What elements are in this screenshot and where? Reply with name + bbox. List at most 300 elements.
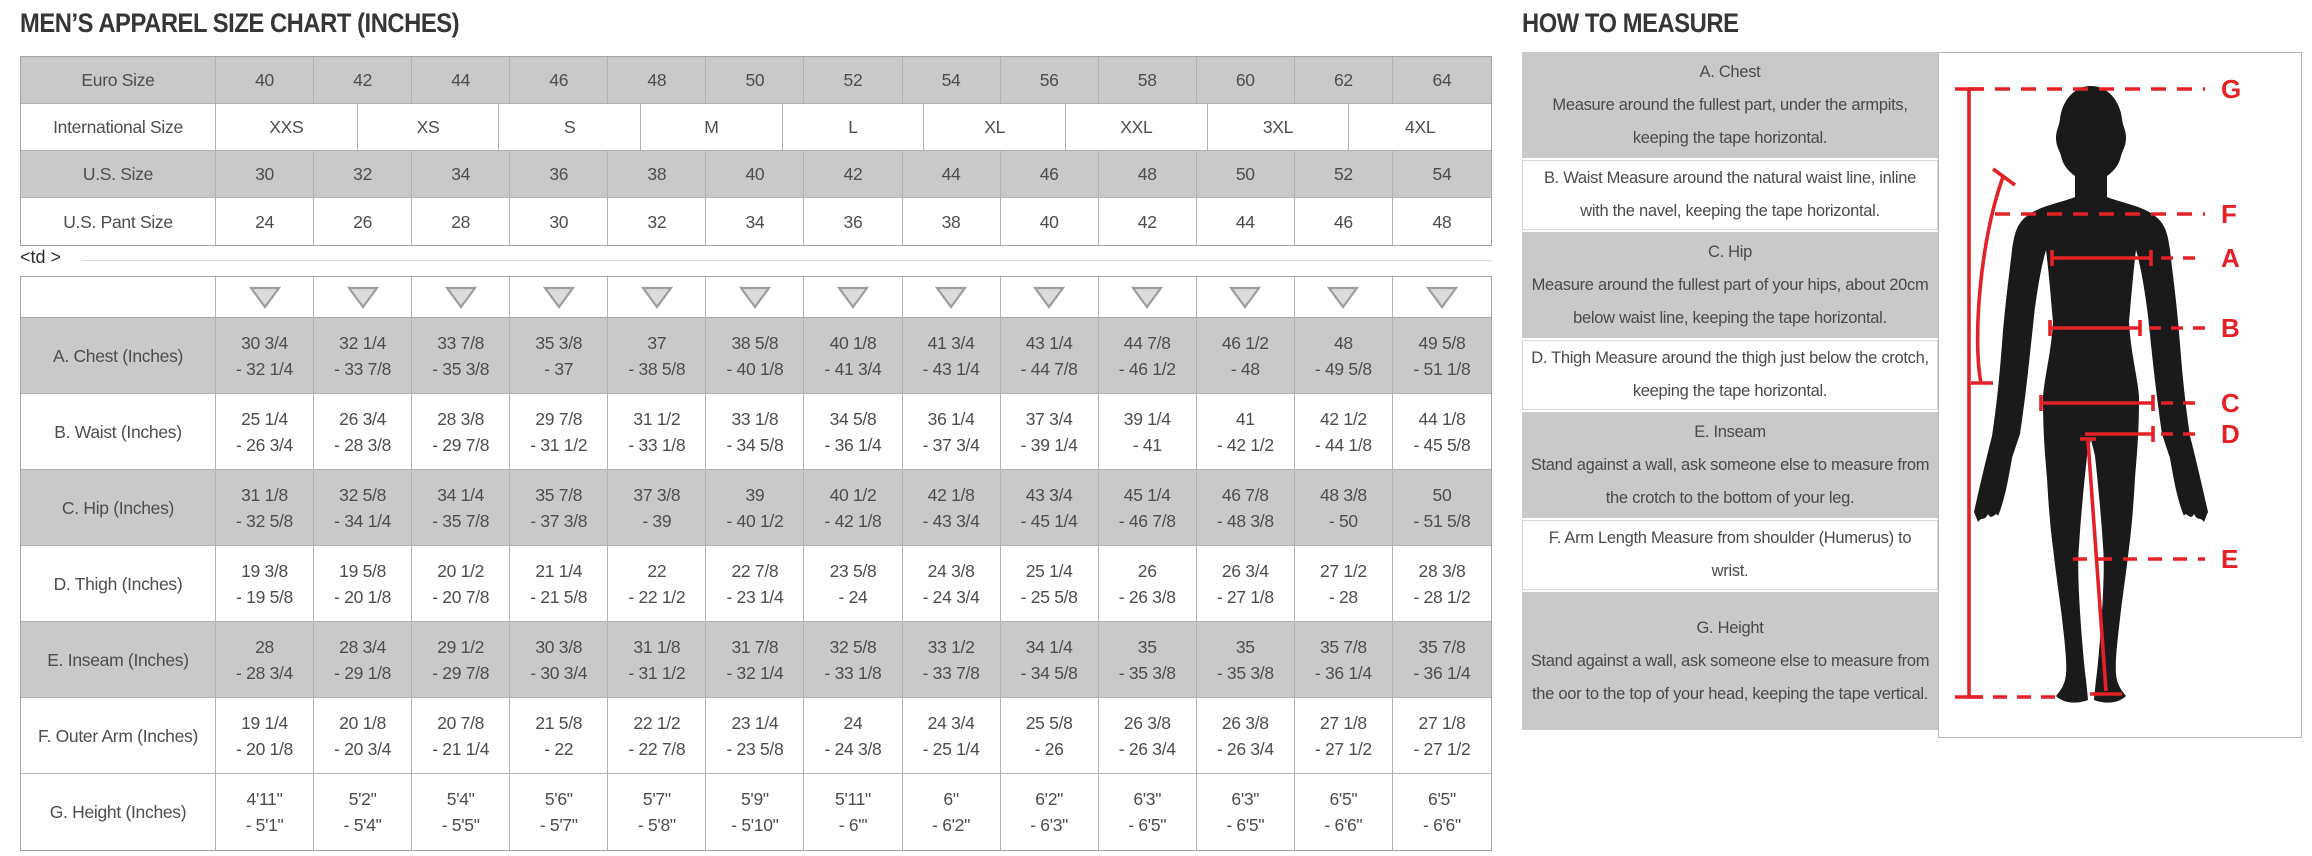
- arrow-cell: [706, 277, 804, 317]
- range-bottom: - 26: [1034, 738, 1064, 759]
- range-bottom: - 31 1/2: [628, 662, 686, 683]
- range-cell: [412, 470, 510, 545]
- height-line: [1955, 89, 1983, 697]
- range-bottom: - 29 7/8: [432, 662, 490, 683]
- range-top: 6'5": [1428, 789, 1456, 809]
- range-cell: [1001, 774, 1099, 850]
- range-bottom: - 6'6": [1324, 815, 1363, 835]
- range-bottom: - 6'5": [1128, 815, 1167, 835]
- range-cell: [903, 470, 1001, 545]
- measurement-row: [21, 394, 1491, 470]
- range-top: 30 3/4: [241, 332, 288, 353]
- row-label: G. Height (Inches): [21, 774, 216, 850]
- size-cell: 58: [1099, 57, 1197, 103]
- arrow-cell: [1001, 277, 1099, 317]
- range-bottom: - 39: [642, 510, 672, 531]
- range-bottom: - 41: [1132, 434, 1162, 455]
- range-top: 40 1/2: [829, 484, 877, 505]
- range-bottom: - 36 1/4: [1314, 662, 1372, 683]
- range-bottom: - 41 3/4: [824, 358, 882, 379]
- range-cell: [510, 622, 608, 697]
- size-cell: XL: [924, 104, 1066, 150]
- range-cell: [1393, 622, 1491, 697]
- range-top: 41: [1235, 408, 1255, 429]
- arrow-cell: [510, 277, 608, 317]
- size-table: [20, 56, 1492, 246]
- size-cell: 30: [216, 151, 314, 197]
- range-bottom: - 42 1/8: [824, 510, 882, 531]
- measurement-row: [21, 698, 1491, 774]
- range-top: 35: [1235, 636, 1255, 657]
- range-cell: [706, 698, 804, 773]
- range-cell: [1393, 470, 1491, 545]
- range-top: 5'9": [741, 789, 769, 809]
- range-cell: [804, 622, 902, 697]
- range-cell: [314, 698, 412, 773]
- range-cell: [1393, 394, 1491, 469]
- range-bottom: - 5'5": [441, 815, 480, 835]
- size-table-row: [21, 151, 1491, 198]
- range-bottom: - 28 1/2: [1413, 586, 1471, 607]
- range-cell: [1295, 546, 1393, 621]
- range-bottom: - 48 3/8: [1216, 510, 1274, 531]
- arrow-cell: [314, 277, 412, 317]
- size-cell: 40: [216, 57, 314, 103]
- arrow-cell: [412, 277, 510, 317]
- range-top: 29 7/8: [535, 408, 583, 429]
- range-bottom: - 20 7/8: [432, 586, 490, 607]
- range-cell: [314, 470, 412, 545]
- size-cell: 64: [1432, 70, 1452, 90]
- range-bottom: - 46 7/8: [1118, 510, 1176, 531]
- range-cell: [1295, 774, 1393, 850]
- size-cell: 4XL: [1405, 117, 1436, 137]
- range-bottom: - 33 7/8: [334, 358, 392, 379]
- row-label: U.S. Pant Size: [21, 198, 216, 245]
- range-top: 44 7/8: [1123, 332, 1171, 353]
- range-top: 21 1/4: [535, 560, 583, 581]
- measure-instruction-list: [1522, 52, 1938, 730]
- row-label: International Size: [21, 104, 216, 150]
- size-cell: 24: [216, 198, 314, 245]
- range-cell: [608, 774, 706, 850]
- range-top: 6'3": [1231, 789, 1260, 809]
- range-cell: [1001, 394, 1099, 469]
- range-bottom: - 40 1/2: [726, 510, 784, 531]
- range-bottom: - 26 3/4: [1216, 738, 1274, 759]
- range-cell: [216, 546, 314, 621]
- range-top: 26 3/8: [1221, 712, 1269, 733]
- range-bottom: - 26 3/4: [236, 434, 293, 455]
- range-top: 19 1/4: [241, 712, 288, 733]
- range-top: 32 1/4: [339, 332, 387, 353]
- range-top: 20 7/8: [437, 712, 485, 733]
- range-bottom: - 46 1/2: [1118, 358, 1176, 379]
- down-arrow-icon: [934, 284, 968, 310]
- range-cell: [314, 394, 412, 469]
- range-top: 31 1/2: [633, 408, 681, 429]
- range-cell: [1001, 318, 1099, 393]
- range-bottom: - 20 1/8: [334, 586, 392, 607]
- range-top: 34 5/8: [829, 408, 877, 429]
- size-table-row: [21, 198, 1491, 245]
- range-top: 43 3/4: [1025, 484, 1073, 505]
- range-bottom: - 23 1/4: [726, 586, 784, 607]
- measure-heading: A. Chest: [1699, 62, 1761, 81]
- size-cell: 48: [1432, 211, 1452, 232]
- size-cell: 30: [510, 198, 608, 245]
- range-bottom: - 21 5/8: [530, 586, 588, 607]
- range-bottom: - 5'10": [731, 815, 779, 835]
- range-cell: [1393, 774, 1491, 850]
- range-top: 28 3/8: [437, 408, 485, 429]
- range-cell: [412, 622, 510, 697]
- range-top: 37: [647, 332, 667, 353]
- size-cell: 40: [1001, 198, 1099, 245]
- range-top: 33 1/8: [731, 408, 779, 429]
- range-top: 35 7/8: [535, 484, 583, 505]
- range-bottom: - 45 1/4: [1020, 510, 1078, 531]
- range-bottom: - 26 3/8: [1118, 586, 1176, 607]
- range-top: 39 1/4: [1123, 408, 1171, 429]
- range-bottom: - 37: [544, 358, 574, 379]
- size-cell: 60: [1197, 57, 1295, 103]
- size-cell: 34: [706, 198, 804, 245]
- range-top: 28: [255, 636, 274, 657]
- range-cell: [412, 318, 510, 393]
- range-cell: [1295, 318, 1393, 393]
- measure-text: Measure around the fullest part, under the armpits, keeping the tape horizontal.: [1552, 95, 1908, 147]
- range-top: 5'4": [446, 789, 475, 809]
- measure-heading: C. Hip: [1707, 242, 1753, 261]
- row-label: F. Outer Arm (Inches): [21, 698, 216, 773]
- range-bottom: - 31 1/2: [530, 434, 588, 455]
- range-top: 37 3/4: [1025, 408, 1073, 429]
- range-cell: [706, 318, 804, 393]
- range-cell: [706, 470, 804, 545]
- label-A: A: [2221, 243, 2240, 273]
- size-cell: 54: [903, 57, 1001, 103]
- size-cell: 46: [510, 57, 608, 103]
- range-top: 28 3/8: [1418, 560, 1466, 581]
- range-bottom: - 50: [1328, 510, 1358, 531]
- size-cell: 50: [706, 57, 804, 103]
- range-cell: [903, 394, 1001, 469]
- range-top: 34 1/4: [437, 484, 485, 505]
- range-bottom: - 24 3/8: [824, 738, 882, 759]
- range-cell: [903, 546, 1001, 621]
- range-bottom: - 28 3/4: [236, 662, 293, 683]
- range-bottom: - 35 7/8: [432, 510, 490, 531]
- range-cell: [1099, 698, 1197, 773]
- range-bottom: - 27 1/8: [1216, 586, 1274, 607]
- size-cell: XXS: [216, 104, 358, 150]
- size-cell: 42: [314, 57, 412, 103]
- range-cell: [216, 470, 314, 545]
- range-cell: [706, 622, 804, 697]
- range-top: 22: [647, 560, 667, 581]
- range-cell: [510, 774, 608, 850]
- range-bottom: - 33 1/8: [824, 662, 882, 683]
- range-top: 38 5/8: [731, 332, 779, 353]
- measure-text: Stand against a wall, ask someone else to measure from the crotch to the bottom of your leg.: [1530, 455, 1930, 507]
- range-cell: [1393, 698, 1491, 773]
- range-bottom: - 36 1/4: [824, 434, 882, 455]
- range-cell: [216, 318, 314, 393]
- range-top: 5'11": [835, 789, 871, 809]
- size-cell: XS: [358, 104, 500, 150]
- down-arrow-icon: [836, 284, 870, 310]
- measure-box: [1522, 340, 1938, 410]
- range-bottom: - 39 1/4: [1020, 434, 1078, 455]
- down-arrow-icon: [1032, 284, 1066, 310]
- range-bottom: - 34 1/4: [334, 510, 392, 531]
- size-cell: S: [499, 104, 641, 150]
- range-bottom: - 43 3/4: [922, 510, 980, 531]
- range-top: 40 1/8: [829, 332, 877, 353]
- measure-box: [1522, 160, 1938, 230]
- measurement-row: [21, 318, 1491, 394]
- range-top: 43 1/4: [1025, 332, 1073, 353]
- range-top: 35: [1137, 636, 1157, 657]
- range-bottom: - 27 1/2: [1413, 738, 1471, 759]
- range-top: 33 7/8: [437, 332, 485, 353]
- row-label: B. Waist (Inches): [21, 394, 216, 469]
- range-bottom: - 37 3/8: [530, 510, 588, 531]
- range-top: 5'2": [348, 789, 377, 809]
- arrow-cell: [804, 277, 902, 317]
- range-top: 6'2": [1035, 789, 1064, 809]
- range-cell: [1393, 318, 1491, 393]
- row-label: A. Chest (Inches): [21, 318, 216, 393]
- range-top: 20 1/8: [339, 712, 387, 733]
- range-top: 46 7/8: [1221, 484, 1269, 505]
- label-D: D: [2221, 419, 2240, 449]
- measure-box: [1522, 52, 1938, 158]
- size-cell: 36: [804, 198, 902, 245]
- range-top: 31 7/8: [731, 636, 779, 657]
- size-cell: 3XL: [1208, 104, 1350, 150]
- range-bottom: - 6'3": [1030, 815, 1069, 835]
- row-label: Euro Size: [21, 57, 216, 103]
- range-bottom: - 35 3/8: [432, 358, 490, 379]
- measure-text: F. Arm Length Measure from shoulder (Humerus) to wrist.: [1548, 529, 1912, 580]
- size-cell: 62: [1295, 57, 1393, 103]
- range-bottom: - 30 3/4: [530, 662, 588, 683]
- range-top: 45 1/4: [1123, 484, 1171, 505]
- down-arrow-icon: [738, 284, 772, 310]
- down-arrow-icon: [1228, 284, 1262, 310]
- range-top: 24 3/8: [927, 560, 975, 581]
- range-cell: [216, 698, 314, 773]
- measure-text: Stand against a wall, ask someone else to measure from the oor to the top of your head, keeping the tape vertical.: [1530, 651, 1930, 703]
- size-cell: 52: [804, 57, 902, 103]
- range-bottom: - 5'7": [539, 815, 578, 835]
- range-cell: [903, 318, 1001, 393]
- range-bottom: - 38 5/8: [628, 358, 686, 379]
- row-label: U.S. Size: [21, 151, 216, 197]
- range-cell: [314, 318, 412, 393]
- range-cell: [804, 470, 902, 545]
- range-bottom: - 40 1/8: [726, 358, 784, 379]
- range-top: 49 5/8: [1418, 332, 1466, 353]
- range-bottom: - 21 1/4: [432, 738, 490, 759]
- range-cell: [216, 394, 314, 469]
- range-bottom: - 5'8": [637, 815, 676, 835]
- size-cell: 32: [608, 198, 706, 245]
- range-bottom: - 49 5/8: [1314, 358, 1372, 379]
- size-cell: 50: [1197, 151, 1295, 197]
- down-arrow-icon: [1425, 284, 1459, 310]
- range-cell: [412, 774, 510, 850]
- range-cell: [608, 698, 706, 773]
- size-cell: XXL: [1066, 104, 1208, 150]
- range-bottom: - 33 7/8: [922, 662, 980, 683]
- range-top: 24 3/4: [927, 712, 975, 733]
- size-cell: 28: [412, 198, 510, 245]
- range-top: 34 1/4: [1025, 636, 1073, 657]
- arrow-cell: [1099, 277, 1197, 317]
- range-bottom: - 34 5/8: [1020, 662, 1078, 683]
- range-bottom: - 43 1/4: [922, 358, 980, 379]
- range-cell: [804, 394, 902, 469]
- range-cell: [903, 622, 1001, 697]
- range-top: 31 1/8: [633, 636, 681, 657]
- range-top: 20 1/2: [437, 560, 485, 581]
- range-top: 27 1/8: [1319, 712, 1367, 733]
- range-top: 30 3/8: [535, 636, 583, 657]
- measure-heading: G. Height: [1696, 618, 1764, 637]
- range-cell: [1295, 698, 1393, 773]
- arrow-cell: [903, 277, 1001, 317]
- how-to-measure-title: HOW TO MEASURE: [1522, 8, 1739, 38]
- range-top: 32 5/8: [829, 636, 877, 657]
- range-top: 48 3/8: [1319, 484, 1367, 505]
- range-top: 6'5": [1329, 789, 1358, 809]
- range-cell: [216, 622, 314, 697]
- range-top: 37 3/8: [633, 484, 681, 505]
- range-bottom: - 45 5/8: [1413, 434, 1471, 455]
- range-bottom: - 19 5/8: [236, 586, 293, 607]
- size-cell: 42: [1099, 198, 1197, 245]
- range-bottom: - 32 1/4: [726, 662, 784, 683]
- range-top: 35 7/8: [1319, 636, 1367, 657]
- arrow-row: [21, 277, 1491, 318]
- range-top: 46 1/2: [1221, 332, 1269, 353]
- size-cell: 48: [1099, 151, 1197, 197]
- range-cell: [412, 698, 510, 773]
- range-cell: [1197, 698, 1295, 773]
- range-bottom: - 26 3/4: [1118, 738, 1176, 759]
- page-title: MEN’S APPAREL SIZE CHART (INCHES): [20, 8, 460, 38]
- size-cell: L: [783, 104, 925, 150]
- arrow-row-spacer: [21, 277, 216, 317]
- range-bottom: - 28 3/8: [334, 434, 392, 455]
- range-cell: [510, 318, 608, 393]
- range-top: 26 3/8: [1123, 712, 1171, 733]
- range-cell: [1197, 394, 1295, 469]
- range-bottom: - 22 1/2: [628, 586, 686, 607]
- range-top: 48: [1333, 332, 1353, 353]
- range-cell: [314, 546, 412, 621]
- row-label: E. Inseam (Inches): [21, 622, 216, 697]
- body-diagram: [1939, 53, 2301, 737]
- label-E: E: [2221, 544, 2239, 574]
- size-cell: M: [641, 104, 783, 150]
- size-cell: 52: [1295, 151, 1393, 197]
- down-arrow-icon: [1130, 284, 1164, 310]
- measure-heading: E. Inseam: [1694, 422, 1766, 441]
- size-cell: 40: [706, 151, 804, 197]
- down-arrow-icon: [346, 284, 380, 310]
- range-cell: [608, 318, 706, 393]
- measure-box: [1522, 592, 1938, 730]
- range-bottom: - 32 1/4: [236, 358, 293, 379]
- range-top: 26 3/4: [1221, 560, 1269, 581]
- size-cell: 38: [903, 198, 1001, 245]
- range-top: 28 3/4: [339, 636, 387, 657]
- range-top: 50: [1432, 484, 1452, 505]
- size-table-row: [21, 104, 1491, 151]
- range-bottom: - 24 3/4: [922, 586, 980, 607]
- range-bottom: - 5'4": [343, 815, 382, 835]
- range-top: 27 1/2: [1319, 560, 1367, 581]
- range-top: 35 3/8: [535, 332, 583, 353]
- range-cell: [1197, 318, 1295, 393]
- range-top: 25 5/8: [1025, 712, 1073, 733]
- range-cell: [314, 774, 412, 850]
- range-top: 31 1/8: [241, 484, 288, 505]
- range-bottom: - 24: [838, 586, 868, 607]
- range-cell: [412, 394, 510, 469]
- arrow-cell: [1393, 277, 1491, 317]
- range-cell: [1197, 546, 1295, 621]
- size-cell: 46: [1001, 151, 1099, 197]
- divider-line: [82, 260, 1492, 261]
- size-cell: 48: [608, 57, 706, 103]
- range-cell: [804, 546, 902, 621]
- measurement-table: [20, 276, 1492, 851]
- range-cell: [510, 546, 608, 621]
- range-cell: [1197, 622, 1295, 697]
- range-cell: [1099, 622, 1197, 697]
- range-cell: [216, 774, 314, 850]
- measurement-figure: [1938, 52, 2302, 738]
- range-cell: [510, 698, 608, 773]
- range-bottom: - 32 5/8: [236, 510, 293, 531]
- range-bottom: - 48: [1230, 358, 1260, 379]
- size-cell: 44: [903, 151, 1001, 197]
- measure-text: Measure around the fullest part of your hips, about 20cm below waist line, keeping the tape horizontal.: [1531, 275, 1929, 327]
- range-top: 24: [843, 712, 863, 733]
- range-cell: [1197, 774, 1295, 850]
- size-cell: 34: [412, 151, 510, 197]
- down-arrow-icon: [542, 284, 576, 310]
- range-top: 19 5/8: [339, 560, 387, 581]
- range-cell: [608, 470, 706, 545]
- measurement-row: [21, 470, 1491, 546]
- size-cell: 32: [314, 151, 412, 197]
- range-bottom: - 33 1/8: [628, 434, 686, 455]
- range-bottom: - 37 3/4: [922, 434, 980, 455]
- range-bottom: - 5'1": [245, 815, 284, 835]
- range-bottom: - 20 1/8: [236, 738, 293, 759]
- range-bottom: - 23 5/8: [726, 738, 784, 759]
- measure-text: D. Thigh Measure around the thigh just below the crotch, keeping the tape horizontal.: [1531, 349, 1929, 400]
- range-cell: [804, 698, 902, 773]
- label-C: C: [2221, 388, 2240, 418]
- label-B: B: [2221, 313, 2240, 343]
